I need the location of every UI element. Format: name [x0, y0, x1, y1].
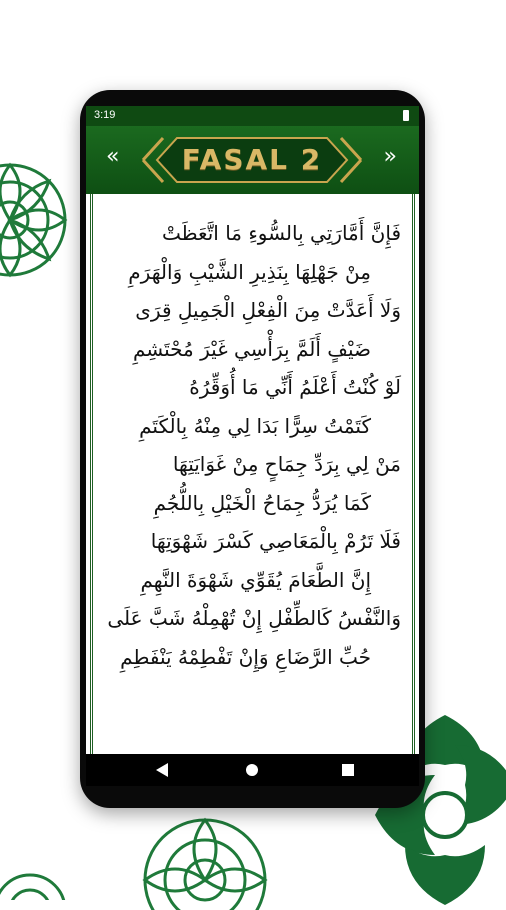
verse-line: إِنَّ الطَّعَامَ يُقَوِّي شَهْوَةَ النَّهِمِ: [140, 567, 371, 592]
title-badge: [137, 132, 367, 188]
system-nav-bar: [86, 754, 419, 786]
verse-line: حُبِّ الرَّضَاعِ وَإِنْ تَفْطِمْهُ يَنْفَطِمِ: [120, 644, 371, 669]
verse-list: [108, 214, 401, 676]
verse-line: وَالنَّفْسُ كَالطِّفْلِ إِنْ تُهْمِلْهُ شَبَّ عَلَى: [107, 606, 401, 630]
app-screen: [86, 106, 419, 786]
status-bar: [86, 106, 419, 126]
next-chapter-icon[interactable]: »: [383, 144, 397, 169]
floral-ornament-left: [0, 130, 90, 310]
status-time: 3:19: [94, 109, 116, 121]
verse-line: ضَيْفٍ أَلَمَّ بِرَأْسِي غَيْرَ مُحْتَشِمِ: [132, 336, 371, 361]
verse-line: كَمَا يُرَدُّ جِمَاحُ الْخَيْلِ بِاللُّجُمِ: [153, 490, 371, 515]
verse-line: وَلَا أَعَدَّتْ مِنَ الْفِعْلِ الْجَمِيلِ قِرَى: [135, 298, 401, 322]
verse-line: فَلَا تَرُمْ بِالْمَعَاصِي كَسْرَ شَهْوَتِهَا: [150, 529, 401, 553]
floral-ornament-bottom-center: [135, 800, 275, 910]
verse-line: مِنْ جَهْلِهَا بِنَذِيرِ الشَّيْبِ وَالْهَرَمِ: [128, 259, 371, 284]
battery-icon: [403, 110, 409, 121]
back-icon[interactable]: [156, 763, 168, 777]
verse-content: [86, 194, 419, 754]
floral-ornament-bottom-left: [0, 860, 80, 900]
verse-line: كَتَمْتُ سِرًّا بَدَا لِي مِنْهُ بِالْكَتَمِ: [139, 413, 371, 438]
home-icon[interactable]: [246, 764, 258, 776]
verse-line: مَنْ لِي بِرَدِّ جِمَاحٍ مِنْ غَوَايَتِهَا: [172, 452, 401, 476]
verse-line: فَإِنَّ أَمَّارَتِي بِالسُّوءِ مَا اتَّعَظَتْ: [162, 221, 401, 245]
chapter-title: FASAL 2: [181, 143, 323, 176]
chapter-header: [86, 126, 419, 194]
prev-chapter-icon[interactable]: «: [106, 144, 120, 169]
phone-frame: [80, 90, 425, 808]
recents-icon[interactable]: [342, 764, 354, 776]
verse-line: لَوْ كُنْتُ أَعْلَمُ أَنِّي مَا أُوَقِّرُهُ: [189, 375, 401, 399]
